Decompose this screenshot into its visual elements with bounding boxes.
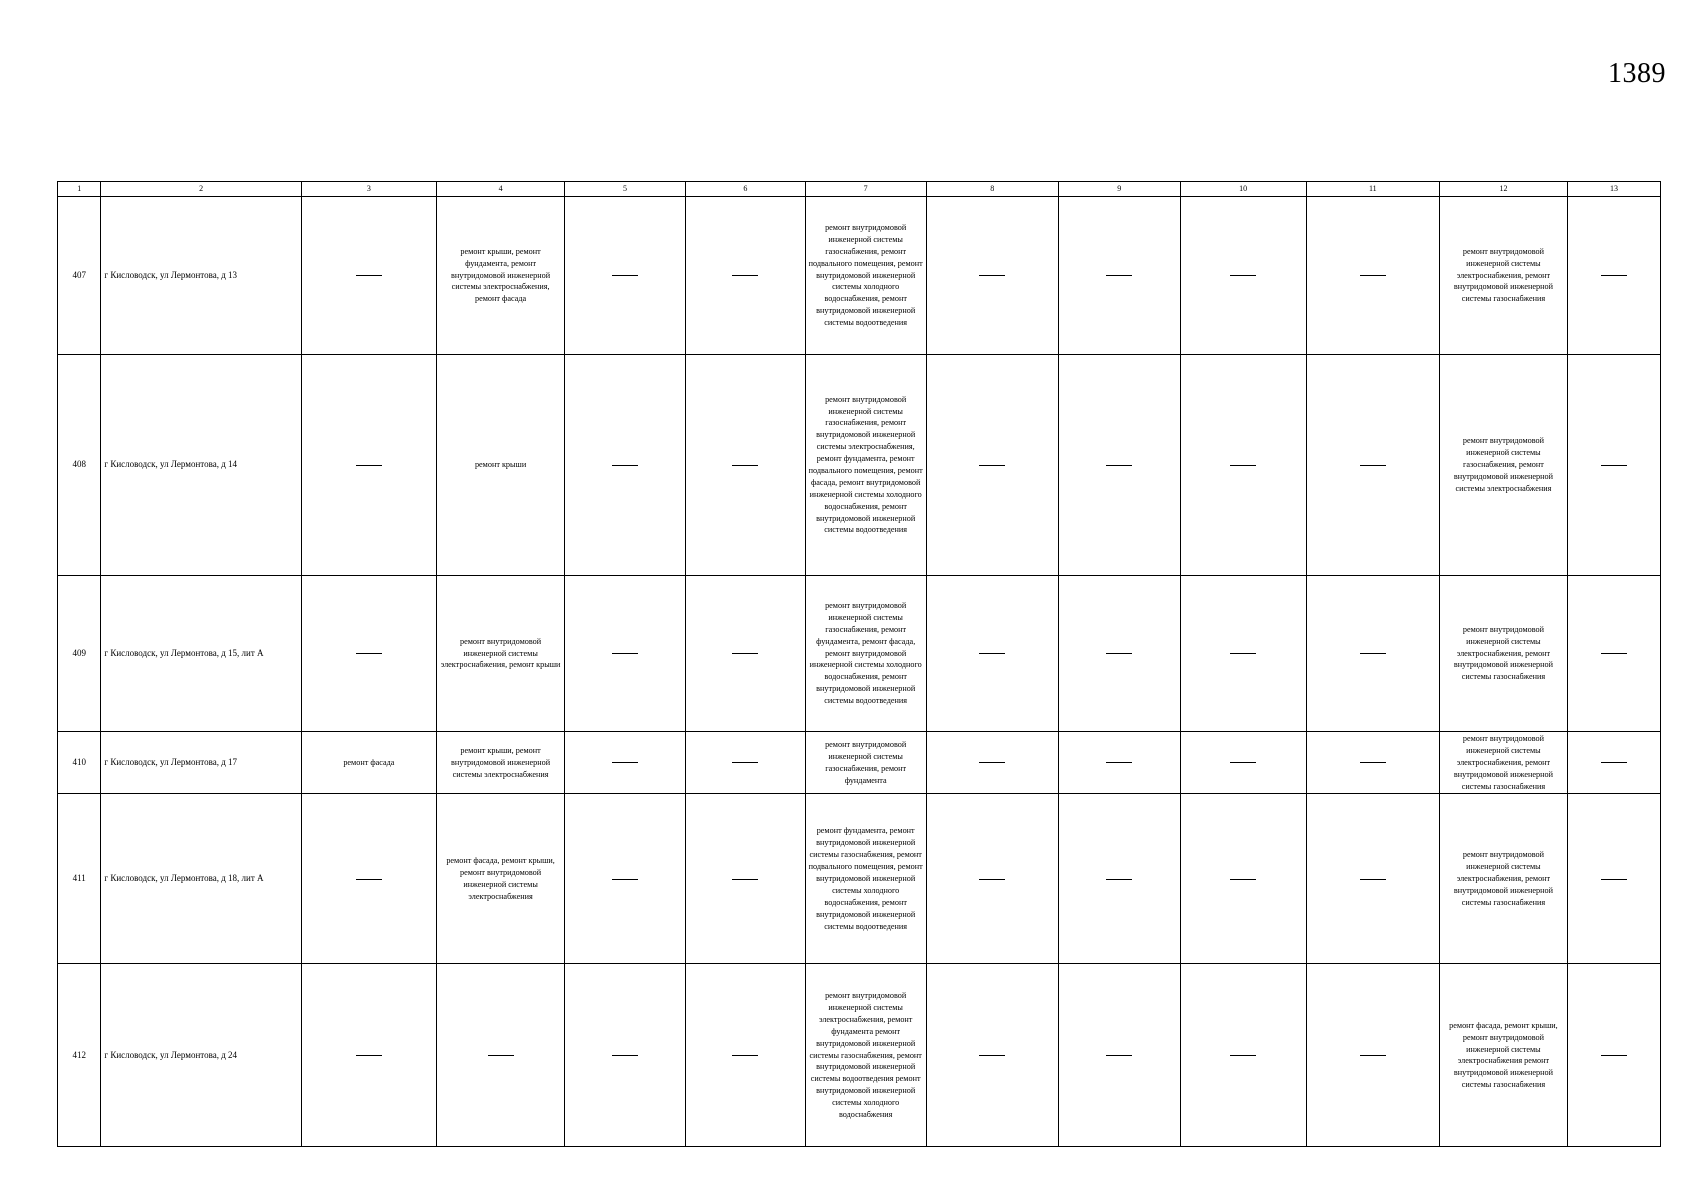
empty-dash <box>979 879 1005 880</box>
empty-dash <box>356 1055 382 1056</box>
work-text: ремонт фасада, ремонт крыши, ремонт внутридомовой инженерной системы электроснабжения <box>446 856 555 901</box>
row-number: 412 <box>58 964 101 1147</box>
dash-cell <box>1058 794 1180 964</box>
dash-cell <box>1567 794 1660 964</box>
empty-dash <box>1601 1055 1627 1056</box>
dash-cell <box>926 197 1058 355</box>
work-cell <box>1439 964 1567 1147</box>
empty-dash <box>1230 275 1256 276</box>
dash-cell <box>1180 732 1306 794</box>
address-cell: г Кисловодск, ул Лермонтова, д 17 <box>101 732 301 794</box>
work-text: ремонт внутридомовой инженерной системы газоснабжения, ремонт фундамента, ремонт фасада, ремонт внутридомовой инженерной системы холодного водоснабжения, ремонт внутридомовой инженерной системы водоотведения <box>809 600 922 706</box>
dash-cell <box>1058 964 1180 1147</box>
dash-cell <box>1567 197 1660 355</box>
dash-cell <box>1058 355 1180 576</box>
work-cell <box>1439 197 1567 355</box>
table-row <box>58 355 1661 576</box>
empty-dash <box>979 1055 1005 1056</box>
empty-dash <box>979 653 1005 654</box>
table-row <box>58 794 1661 964</box>
empty-dash <box>1360 275 1386 276</box>
work-cell <box>1439 732 1567 794</box>
empty-dash <box>1601 653 1627 654</box>
work-cell <box>805 355 926 576</box>
empty-dash <box>979 762 1005 763</box>
dash-cell <box>685 732 805 794</box>
page-number: 1389 <box>1608 58 1666 89</box>
empty-dash <box>612 275 638 276</box>
work-cell <box>301 732 436 794</box>
empty-dash <box>732 762 758 763</box>
empty-dash <box>732 879 758 880</box>
empty-dash <box>356 275 382 276</box>
dash-cell <box>926 964 1058 1147</box>
dash-cell <box>685 576 805 732</box>
empty-dash <box>1360 762 1386 763</box>
work-text: ремонт внутридомовой инженерной системы электроснабжения, ремонт внутридомовой инженерной системы газоснабжения <box>1453 734 1553 791</box>
table-row <box>58 197 1661 355</box>
column-number: 13 <box>1567 182 1660 197</box>
empty-dash <box>1230 879 1256 880</box>
work-text: ремонт крыши <box>474 460 527 470</box>
work-cell <box>805 732 926 794</box>
dash-cell <box>1306 355 1439 576</box>
repair-schedule-table <box>57 181 1661 1147</box>
dash-cell <box>926 576 1058 732</box>
dash-cell <box>1058 732 1180 794</box>
dash-cell <box>565 576 686 732</box>
empty-dash <box>1230 465 1256 466</box>
work-text: ремонт внутридомовой инженерной системы газоснабжения, ремонт внутридомовой инженерной системы электроснабжения, ремонт фундамента, ремонт подвального помещения, ремонт фасада, ремонт внутридомовой инженерной системы холодного водоснабжения, ремонт внутридомовой инженерной системы водоотведения <box>808 394 923 535</box>
table-row <box>58 964 1661 1147</box>
dash-cell <box>565 197 686 355</box>
dash-cell <box>301 197 436 355</box>
work-cell <box>805 197 926 355</box>
dash-cell <box>926 355 1058 576</box>
dash-cell <box>685 355 805 576</box>
row-number: 411 <box>58 794 101 964</box>
dash-cell <box>301 576 436 732</box>
empty-dash <box>1601 762 1627 763</box>
column-number: 1 <box>58 182 101 197</box>
column-number: 8 <box>926 182 1058 197</box>
empty-dash <box>1360 879 1386 880</box>
work-text: ремонт фасада <box>343 757 395 767</box>
empty-dash <box>1106 879 1132 880</box>
empty-dash <box>1601 275 1627 276</box>
empty-dash <box>1106 465 1132 466</box>
dash-cell <box>1180 576 1306 732</box>
empty-dash <box>612 879 638 880</box>
work-text: ремонт крыши, ремонт внутридомовой инженерной системы электроснабжения <box>451 745 551 779</box>
work-cell <box>437 794 565 964</box>
dash-cell <box>1306 197 1439 355</box>
empty-dash <box>732 275 758 276</box>
work-text: ремонт фундамента, ремонт внутридомовой инженерной системы газоснабжения, ремонт подвального помещения, ремонт внутридомовой инженерной системы холодного водоснабжения, ремонт внутридомовой инженерной системы водоотведения <box>808 826 923 931</box>
dash-cell <box>565 732 686 794</box>
work-cell <box>805 964 926 1147</box>
address-cell: г Кисловодск, ул Лермонтова, д 24 <box>101 964 301 1147</box>
dash-cell <box>1306 964 1439 1147</box>
column-number: 3 <box>301 182 436 197</box>
dash-cell <box>1567 732 1660 794</box>
dash-cell <box>685 197 805 355</box>
empty-dash <box>1230 1055 1256 1056</box>
dash-cell <box>926 732 1058 794</box>
work-cell <box>437 355 565 576</box>
column-number: 7 <box>805 182 926 197</box>
empty-dash <box>1601 879 1627 880</box>
dash-cell <box>1180 964 1306 1147</box>
work-text: ремонт внутридомовой инженерной системы электроснабжения, ремонт внутридомовой инженерной системы газоснабжения <box>1453 850 1553 907</box>
work-text: ремонт фасада, ремонт крыши, ремонт внутридомовой инженерной системы электроснабжения ремонт внутридомовой инженерной системы газоснабжения <box>1449 1020 1558 1090</box>
dash-cell <box>565 964 686 1147</box>
column-number: 9 <box>1058 182 1180 197</box>
dash-cell <box>437 964 565 1147</box>
empty-dash <box>612 1055 638 1056</box>
empty-dash <box>979 465 1005 466</box>
work-text: ремонт внутридомовой инженерной системы электроснабжения, ремонт фундамента ремонт внутридомовой инженерной системы газоснабжения, ремонт внутридомовой инженерной системы водоотведения ремонт внутридомовой инженерной системы холодного водоснабжения <box>809 991 922 1119</box>
work-text: ремонт внутридомовой инженерной системы электроснабжения, ремонт внутридомовой инженерной системы газоснабжения <box>1453 246 1553 304</box>
work-cell <box>437 576 565 732</box>
empty-dash <box>356 465 382 466</box>
dash-cell <box>565 794 686 964</box>
column-number: 2 <box>101 182 301 197</box>
work-cell <box>437 732 565 794</box>
address-cell: г Кисловодск, ул Лермонтова, д 15, лит А <box>101 576 301 732</box>
dash-cell <box>1567 355 1660 576</box>
table-row <box>58 732 1661 794</box>
dash-cell <box>1180 197 1306 355</box>
empty-dash <box>979 275 1005 276</box>
empty-dash <box>1106 762 1132 763</box>
work-cell <box>437 197 565 355</box>
table-row <box>58 576 1661 732</box>
empty-dash <box>612 762 638 763</box>
column-number: 11 <box>1306 182 1439 197</box>
empty-dash <box>1601 465 1627 466</box>
empty-dash <box>1106 1055 1132 1056</box>
dash-cell <box>1306 576 1439 732</box>
work-text: ремонт внутридомовой инженерной системы газоснабжения, ремонт подвального помещения, ремонт внутридомовой инженерной системы холодного водоснабжения, ремонт внутридомовой инженерной системы водоотведения <box>808 222 923 328</box>
dash-cell <box>1058 197 1180 355</box>
dash-cell <box>685 794 805 964</box>
dash-cell <box>685 964 805 1147</box>
dash-cell <box>1058 576 1180 732</box>
empty-dash <box>1230 762 1256 763</box>
address-cell: г Кисловодск, ул Лермонтова, д 14 <box>101 355 301 576</box>
work-cell <box>805 576 926 732</box>
row-number: 408 <box>58 355 101 576</box>
row-number: 407 <box>58 197 101 355</box>
empty-dash <box>1230 653 1256 654</box>
work-cell <box>1439 355 1567 576</box>
empty-dash <box>1360 653 1386 654</box>
empty-dash <box>1360 1055 1386 1056</box>
dash-cell <box>1567 964 1660 1147</box>
dash-cell <box>301 964 436 1147</box>
work-cell <box>1439 794 1567 964</box>
column-number-row <box>58 182 1661 197</box>
empty-dash <box>612 653 638 654</box>
address-cell: г Кисловодск, ул Лермонтова, д 18, лит А <box>101 794 301 964</box>
empty-dash <box>732 653 758 654</box>
empty-dash <box>488 1055 514 1056</box>
row-number: 410 <box>58 732 101 794</box>
dash-cell <box>1306 732 1439 794</box>
empty-dash <box>1106 653 1132 654</box>
row-number: 409 <box>58 576 101 732</box>
empty-dash <box>612 465 638 466</box>
empty-dash <box>732 1055 758 1056</box>
dash-cell <box>301 794 436 964</box>
dash-cell <box>301 355 436 576</box>
empty-dash <box>1106 275 1132 276</box>
empty-dash <box>732 465 758 466</box>
dash-cell <box>1180 794 1306 964</box>
work-text: ремонт внутридомовой инженерной системы электроснабжения, ремонт внутридомовой инженерной системы газоснабжения <box>1453 624 1553 682</box>
column-number: 5 <box>565 182 686 197</box>
column-number: 12 <box>1439 182 1567 197</box>
column-number: 10 <box>1180 182 1306 197</box>
dash-cell <box>1306 794 1439 964</box>
column-number: 6 <box>685 182 805 197</box>
work-text: ремонт внутридомовой инженерной системы газоснабжения, ремонт фундамента <box>825 739 907 785</box>
work-text: ремонт крыши, ремонт фундамента, ремонт внутридомовой инженерной системы электроснабжения, ремонт фасада <box>451 246 551 304</box>
empty-dash <box>1360 465 1386 466</box>
dash-cell <box>1180 355 1306 576</box>
work-cell <box>805 794 926 964</box>
address-cell: г Кисловодск, ул Лермонтова, д 13 <box>101 197 301 355</box>
column-number: 4 <box>437 182 565 197</box>
work-text: ремонт внутридомовой инженерной системы газоснабжения, ремонт внутридомовой инженерной системы электроснабжения <box>1453 436 1553 493</box>
dash-cell <box>926 794 1058 964</box>
dash-cell <box>565 355 686 576</box>
work-text: ремонт внутридомовой инженерной системы электроснабжения, ремонт крыши <box>440 636 561 670</box>
empty-dash <box>356 653 382 654</box>
empty-dash <box>356 879 382 880</box>
work-cell <box>1439 576 1567 732</box>
dash-cell <box>1567 576 1660 732</box>
